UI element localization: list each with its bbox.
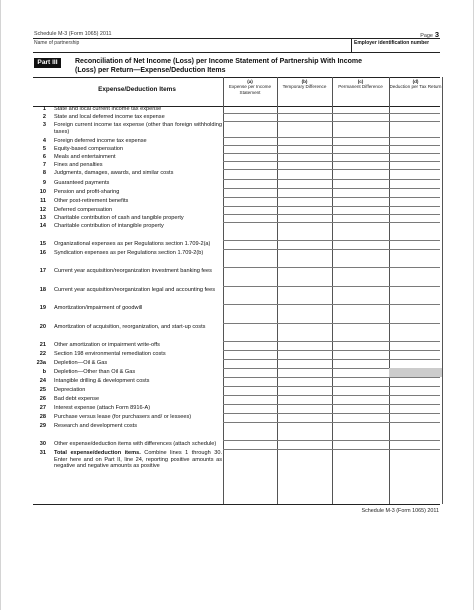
- amount-cell[interactable]: [390, 387, 442, 395]
- line-description: Depletion—Other than Oil & Gas: [54, 369, 136, 375]
- line-description-lead: Total expense/deduction items.: [54, 450, 141, 456]
- line-item: [34, 414, 222, 422]
- line-item: [34, 342, 222, 350]
- line-item: [34, 378, 222, 386]
- amount-cell[interactable]: [390, 241, 442, 249]
- line-item: [34, 287, 222, 304]
- line-number: 24: [39, 378, 46, 384]
- line-item: [34, 106, 222, 113]
- amount-cell[interactable]: [333, 122, 389, 137]
- amount-cell[interactable]: [224, 305, 277, 323]
- amount-cell[interactable]: [390, 396, 442, 404]
- line-item: [34, 369, 222, 377]
- line-item: [34, 351, 222, 359]
- amount-cell[interactable]: [224, 378, 277, 386]
- amount-cell[interactable]: [278, 441, 332, 449]
- amount-cell[interactable]: [333, 423, 389, 440]
- line-number: 9: [42, 180, 46, 186]
- amount-cell[interactable]: [333, 324, 389, 341]
- amount-cell[interactable]: [224, 250, 277, 267]
- line-number: 14: [39, 223, 46, 229]
- amount-cell[interactable]: [224, 387, 277, 395]
- line-number: 3: [42, 122, 46, 128]
- line-description: Current year acquisition/reorganization investment banking fees: [54, 268, 212, 274]
- line-description: Deferred compensation: [54, 207, 113, 213]
- column-letter: (d): [412, 79, 419, 84]
- amount-cell[interactable]: [224, 441, 277, 449]
- amount-cell[interactable]: [278, 414, 332, 422]
- amount-cell[interactable]: [390, 450, 442, 467]
- column-heading: [389, 79, 442, 90]
- amount-cell[interactable]: [390, 106, 442, 113]
- amount-cell[interactable]: [278, 305, 332, 323]
- line-number: 31: [39, 450, 46, 456]
- line-description: Current year acquisition/reorganization legal and accounting fees: [54, 287, 216, 293]
- column-label: Temporary Difference: [282, 84, 327, 90]
- amount-cell[interactable]: [278, 114, 332, 121]
- divider: [351, 38, 352, 52]
- line-description: Other expense/deduction items with differences (attach schedule): [54, 441, 217, 447]
- divider: [33, 77, 440, 78]
- line-number: 2: [42, 114, 46, 120]
- line-number: 25: [39, 387, 46, 393]
- line-number: 19: [39, 305, 46, 311]
- line-item: [34, 122, 222, 137]
- amount-cell[interactable]: [224, 198, 277, 206]
- line-item: [34, 138, 222, 145]
- amount-cell[interactable]: [390, 414, 442, 422]
- line-item: [34, 405, 222, 413]
- column-label: Expense per Income Statement: [228, 84, 272, 95]
- amount-cell[interactable]: [390, 378, 442, 386]
- line-item: [34, 215, 222, 222]
- amount-cell[interactable]: [390, 423, 442, 440]
- line-number: 7: [42, 162, 46, 168]
- line-number: 26: [39, 396, 46, 402]
- line-description-rest: Combine lines 1 through 30. Enter here and on Part II, line 24, reporting positive amounts as negative and negative amounts as positive: [54, 450, 222, 470]
- column-label: Deduction per Tax Return: [389, 84, 442, 90]
- amount-cell[interactable]: [278, 405, 332, 413]
- amount-cell[interactable]: [390, 207, 442, 214]
- part-badge: Part III: [34, 58, 61, 68]
- amount-cell[interactable]: [333, 441, 389, 449]
- amount-cell[interactable]: [224, 423, 277, 440]
- amount-cell[interactable]: [333, 146, 389, 153]
- line-description: Research and development costs: [54, 423, 138, 429]
- items-heading: Expense/Deduction Items: [98, 86, 176, 93]
- column-rule: [442, 77, 443, 504]
- amount-cell[interactable]: [333, 162, 389, 169]
- line-number: 20: [39, 324, 46, 330]
- line-description: Guaranteed payments: [54, 180, 110, 186]
- amount-cell[interactable]: [278, 287, 332, 304]
- line-description: Amortization/impairment of goodwill: [54, 305, 143, 311]
- amount-cell[interactable]: [224, 162, 277, 169]
- line-description: Amortization of acquisition, reorganization, and start-up costs: [54, 324, 206, 330]
- line-number: 12: [39, 207, 46, 213]
- amount-cell[interactable]: [224, 369, 277, 377]
- line-number: 10: [39, 189, 46, 195]
- amount-cell[interactable]: [224, 189, 277, 197]
- line-item: [34, 154, 222, 161]
- page-number: 3: [434, 30, 439, 39]
- amount-cell[interactable]: [224, 351, 277, 359]
- line-description: Foreign current income tax expense (other than foreign withholding taxes): [54, 122, 222, 135]
- amount-cell[interactable]: [224, 223, 277, 240]
- line-description: Other post-retirement benefits: [54, 198, 129, 204]
- column-letter: (c): [357, 79, 364, 84]
- line-number: 30: [39, 441, 46, 447]
- line-number: 29: [39, 423, 46, 429]
- line-description: Other amortization or impairment write-offs: [54, 342, 160, 348]
- amount-cell[interactable]: [333, 138, 389, 145]
- divider: [33, 38, 440, 39]
- amount-cell[interactable]: [278, 268, 332, 286]
- amount-cell[interactable]: [278, 162, 332, 169]
- amount-cell[interactable]: [278, 207, 332, 214]
- amount-cell[interactable]: [224, 154, 277, 161]
- amount-cell[interactable]: [390, 162, 442, 169]
- line-item: [34, 170, 222, 179]
- amount-cell[interactable]: [224, 405, 277, 413]
- amount-cell[interactable]: [390, 250, 442, 267]
- amount-cell[interactable]: [278, 351, 332, 359]
- line-item: [34, 250, 222, 267]
- amount-cell[interactable]: [278, 423, 332, 440]
- amount-cell[interactable]: [333, 215, 389, 222]
- column-heading: [277, 79, 332, 90]
- line-description: Charitable contribution of cash and tangible property: [54, 215, 184, 221]
- amount-cell[interactable]: [224, 396, 277, 404]
- line-item: [34, 423, 222, 440]
- line-item: [34, 324, 222, 341]
- line-description: Meals and entertainment: [54, 154, 116, 160]
- amount-cell[interactable]: [333, 114, 389, 121]
- amount-cell[interactable]: [278, 450, 332, 467]
- column-heading: [332, 79, 389, 90]
- amount-cell[interactable]: [224, 324, 277, 341]
- amount-cell[interactable]: [390, 170, 442, 179]
- line-description: Depletion—Oil & Gas: [54, 360, 108, 366]
- line-item: [34, 268, 222, 286]
- amount-cell[interactable]: [333, 360, 389, 368]
- amount-cell[interactable]: [333, 387, 389, 395]
- amount-cell[interactable]: [278, 342, 332, 350]
- line-description: State and local current income tax expense: [54, 106, 162, 112]
- line-description: Pension and profit-sharing: [54, 189, 120, 195]
- amount-cell[interactable]: [333, 241, 389, 249]
- amount-cell[interactable]: [390, 405, 442, 413]
- line-number: b: [42, 369, 46, 375]
- line-item: [34, 162, 222, 169]
- amount-cell: [390, 360, 442, 368]
- line-number: 5: [42, 146, 46, 152]
- amount-cell[interactable]: [278, 378, 332, 386]
- column-heading: [223, 79, 277, 95]
- line-number: 13: [39, 215, 46, 221]
- line-item: [34, 441, 222, 449]
- amount-cell[interactable]: [278, 198, 332, 206]
- line-item: [34, 360, 222, 368]
- line-number: 11: [40, 198, 46, 204]
- amount-cell[interactable]: [224, 170, 277, 179]
- amount-cell[interactable]: [333, 180, 389, 188]
- column-label: Permanent Difference: [338, 84, 383, 90]
- line-description: Depreciation: [54, 387, 86, 393]
- line-number: 6: [42, 154, 46, 160]
- amount-cell[interactable]: [390, 180, 442, 188]
- line-number: 28: [39, 414, 46, 420]
- line-description: [54, 450, 222, 470]
- amount-cell[interactable]: [333, 170, 389, 179]
- amount-cell[interactable]: [224, 342, 277, 350]
- amount-cell[interactable]: [224, 138, 277, 145]
- amount-cell[interactable]: [390, 146, 442, 153]
- amount-cell[interactable]: [333, 287, 389, 304]
- amount-cell[interactable]: [390, 305, 442, 323]
- amount-cell[interactable]: [278, 106, 332, 113]
- line-description: Section 198 environmental remediation costs: [54, 351, 166, 357]
- line-item: [34, 114, 222, 121]
- amount-cell[interactable]: [333, 189, 389, 197]
- amount-cell[interactable]: [390, 324, 442, 341]
- amount-cell[interactable]: [333, 106, 389, 113]
- line-description: Foreign deferred income tax expense: [54, 138, 147, 144]
- amount-cell[interactable]: [390, 369, 442, 377]
- line-number: 8: [42, 170, 46, 176]
- amount-cell[interactable]: [224, 268, 277, 286]
- amount-cell[interactable]: [224, 114, 277, 121]
- line-number: 17: [39, 268, 46, 274]
- amount-cell[interactable]: [390, 189, 442, 197]
- line-description: Equity-based compensation: [54, 146, 124, 152]
- line-description: Intangible drilling & development costs: [54, 378, 150, 384]
- line-number: 16: [39, 250, 46, 256]
- line-description: Judgments, damages, awards, and similar costs: [54, 170, 174, 176]
- amount-cell[interactable]: [224, 287, 277, 304]
- line-description: Interest expense (attach Form 8916-A): [54, 405, 151, 411]
- partnership-name-label: Name of partnership: [34, 40, 80, 46]
- amount-cell[interactable]: [224, 146, 277, 153]
- amount-cell[interactable]: [278, 146, 332, 153]
- line-item: [34, 180, 222, 188]
- amount-cell[interactable]: [278, 241, 332, 249]
- line-item: [34, 396, 222, 404]
- line-description: Syndication expenses as per Regulations section 1.709-2(b): [54, 250, 204, 256]
- line-number: 1: [42, 106, 46, 112]
- amount-cell[interactable]: [390, 342, 442, 350]
- line-item: [34, 241, 222, 249]
- line-number: 23a: [36, 360, 46, 366]
- amount-cell[interactable]: [390, 351, 442, 359]
- line-item: [34, 146, 222, 153]
- amount-cell[interactable]: [333, 268, 389, 286]
- amount-cell[interactable]: [224, 241, 277, 249]
- amount-cell[interactable]: [390, 122, 442, 137]
- amount-cell[interactable]: [333, 396, 389, 404]
- amount-cell[interactable]: [278, 250, 332, 267]
- amount-cell[interactable]: [224, 207, 277, 214]
- amount-cell[interactable]: [390, 223, 442, 240]
- amount-cell[interactable]: [390, 138, 442, 145]
- line-description: Purchase versus lease (for purchasers and/ or lessees): [54, 414, 192, 420]
- amount-cell[interactable]: [390, 198, 442, 206]
- amount-cell[interactable]: [278, 396, 332, 404]
- line-item: [34, 189, 222, 197]
- line-item: [34, 207, 222, 214]
- amount-cell[interactable]: [224, 360, 277, 368]
- amount-cell[interactable]: [224, 106, 277, 113]
- amount-cell[interactable]: [278, 189, 332, 197]
- amount-cell[interactable]: [278, 154, 332, 161]
- line-description: Organizational expenses as per Regulations section 1.709-2(a): [54, 241, 211, 247]
- footer-label: Schedule M-3 (Form 1065) 2011: [361, 508, 439, 514]
- part-title: Reconciliation of Net Income (Loss) per Income Statement of Partnership With Income (Loss) per Return—Expense/Deduction Items: [75, 58, 362, 74]
- amount-cell[interactable]: [224, 414, 277, 422]
- amount-cell[interactable]: [278, 180, 332, 188]
- schedule-label: Schedule M-3 (Form 1065) 2011: [34, 31, 112, 37]
- line-number: 18: [39, 287, 46, 293]
- amount-cell[interactable]: [224, 215, 277, 222]
- amount-cell[interactable]: [333, 250, 389, 267]
- amount-cell[interactable]: [333, 342, 389, 350]
- amount-cell[interactable]: [333, 305, 389, 323]
- amount-cell[interactable]: [278, 223, 332, 240]
- amount-cell[interactable]: [278, 324, 332, 341]
- column-letter: (b): [301, 79, 308, 84]
- line-item: [34, 223, 222, 240]
- amount-cell[interactable]: [278, 170, 332, 179]
- amount-cell[interactable]: [333, 450, 389, 467]
- amount-cell[interactable]: [278, 122, 332, 137]
- amount-cell[interactable]: [224, 180, 277, 188]
- amount-cell[interactable]: [390, 154, 442, 161]
- line-description: Charitable contribution of intangible property: [54, 223, 164, 229]
- amount-cell[interactable]: [333, 154, 389, 161]
- amount-cell[interactable]: [390, 441, 442, 449]
- line-number: 21: [39, 342, 46, 348]
- divider: [33, 504, 440, 505]
- amount-cell[interactable]: [390, 287, 442, 304]
- amount-cell[interactable]: [333, 351, 389, 359]
- line-item: [34, 305, 222, 323]
- amount-cell[interactable]: [333, 198, 389, 206]
- amount-cell[interactable]: [278, 215, 332, 222]
- amount-cell[interactable]: [278, 360, 332, 368]
- amount-cell[interactable]: [278, 138, 332, 145]
- ein-label: Employer identification number: [354, 40, 430, 46]
- amount-cell[interactable]: [390, 114, 442, 121]
- divider: [33, 52, 440, 53]
- line-number: 15: [39, 241, 46, 247]
- amount-cell[interactable]: [333, 207, 389, 214]
- amount-cell[interactable]: [333, 414, 389, 422]
- line-number: 27: [39, 405, 46, 411]
- amount-cell[interactable]: [278, 369, 332, 377]
- line-description: Bad debt expense: [54, 396, 100, 402]
- line-number: 22: [39, 351, 46, 357]
- page-word: Page: [420, 33, 433, 39]
- line-description: State and local deferred income tax expense: [54, 114, 165, 120]
- amount-cell[interactable]: [390, 268, 442, 286]
- line-item: [34, 450, 222, 470]
- line-item: [34, 387, 222, 395]
- amount-cell[interactable]: [224, 450, 277, 467]
- line-item: [34, 198, 222, 206]
- amount-cell[interactable]: [278, 387, 332, 395]
- column-letter: (a): [247, 79, 253, 84]
- amount-cell[interactable]: [333, 378, 389, 386]
- amount-cell[interactable]: [333, 223, 389, 240]
- amount-cell[interactable]: [224, 122, 277, 137]
- amount-cell[interactable]: [333, 405, 389, 413]
- line-number: 4: [42, 138, 46, 144]
- line-description: Fines and penalties: [54, 162, 103, 168]
- amount-cell[interactable]: [333, 369, 389, 377]
- amount-cell[interactable]: [390, 215, 442, 222]
